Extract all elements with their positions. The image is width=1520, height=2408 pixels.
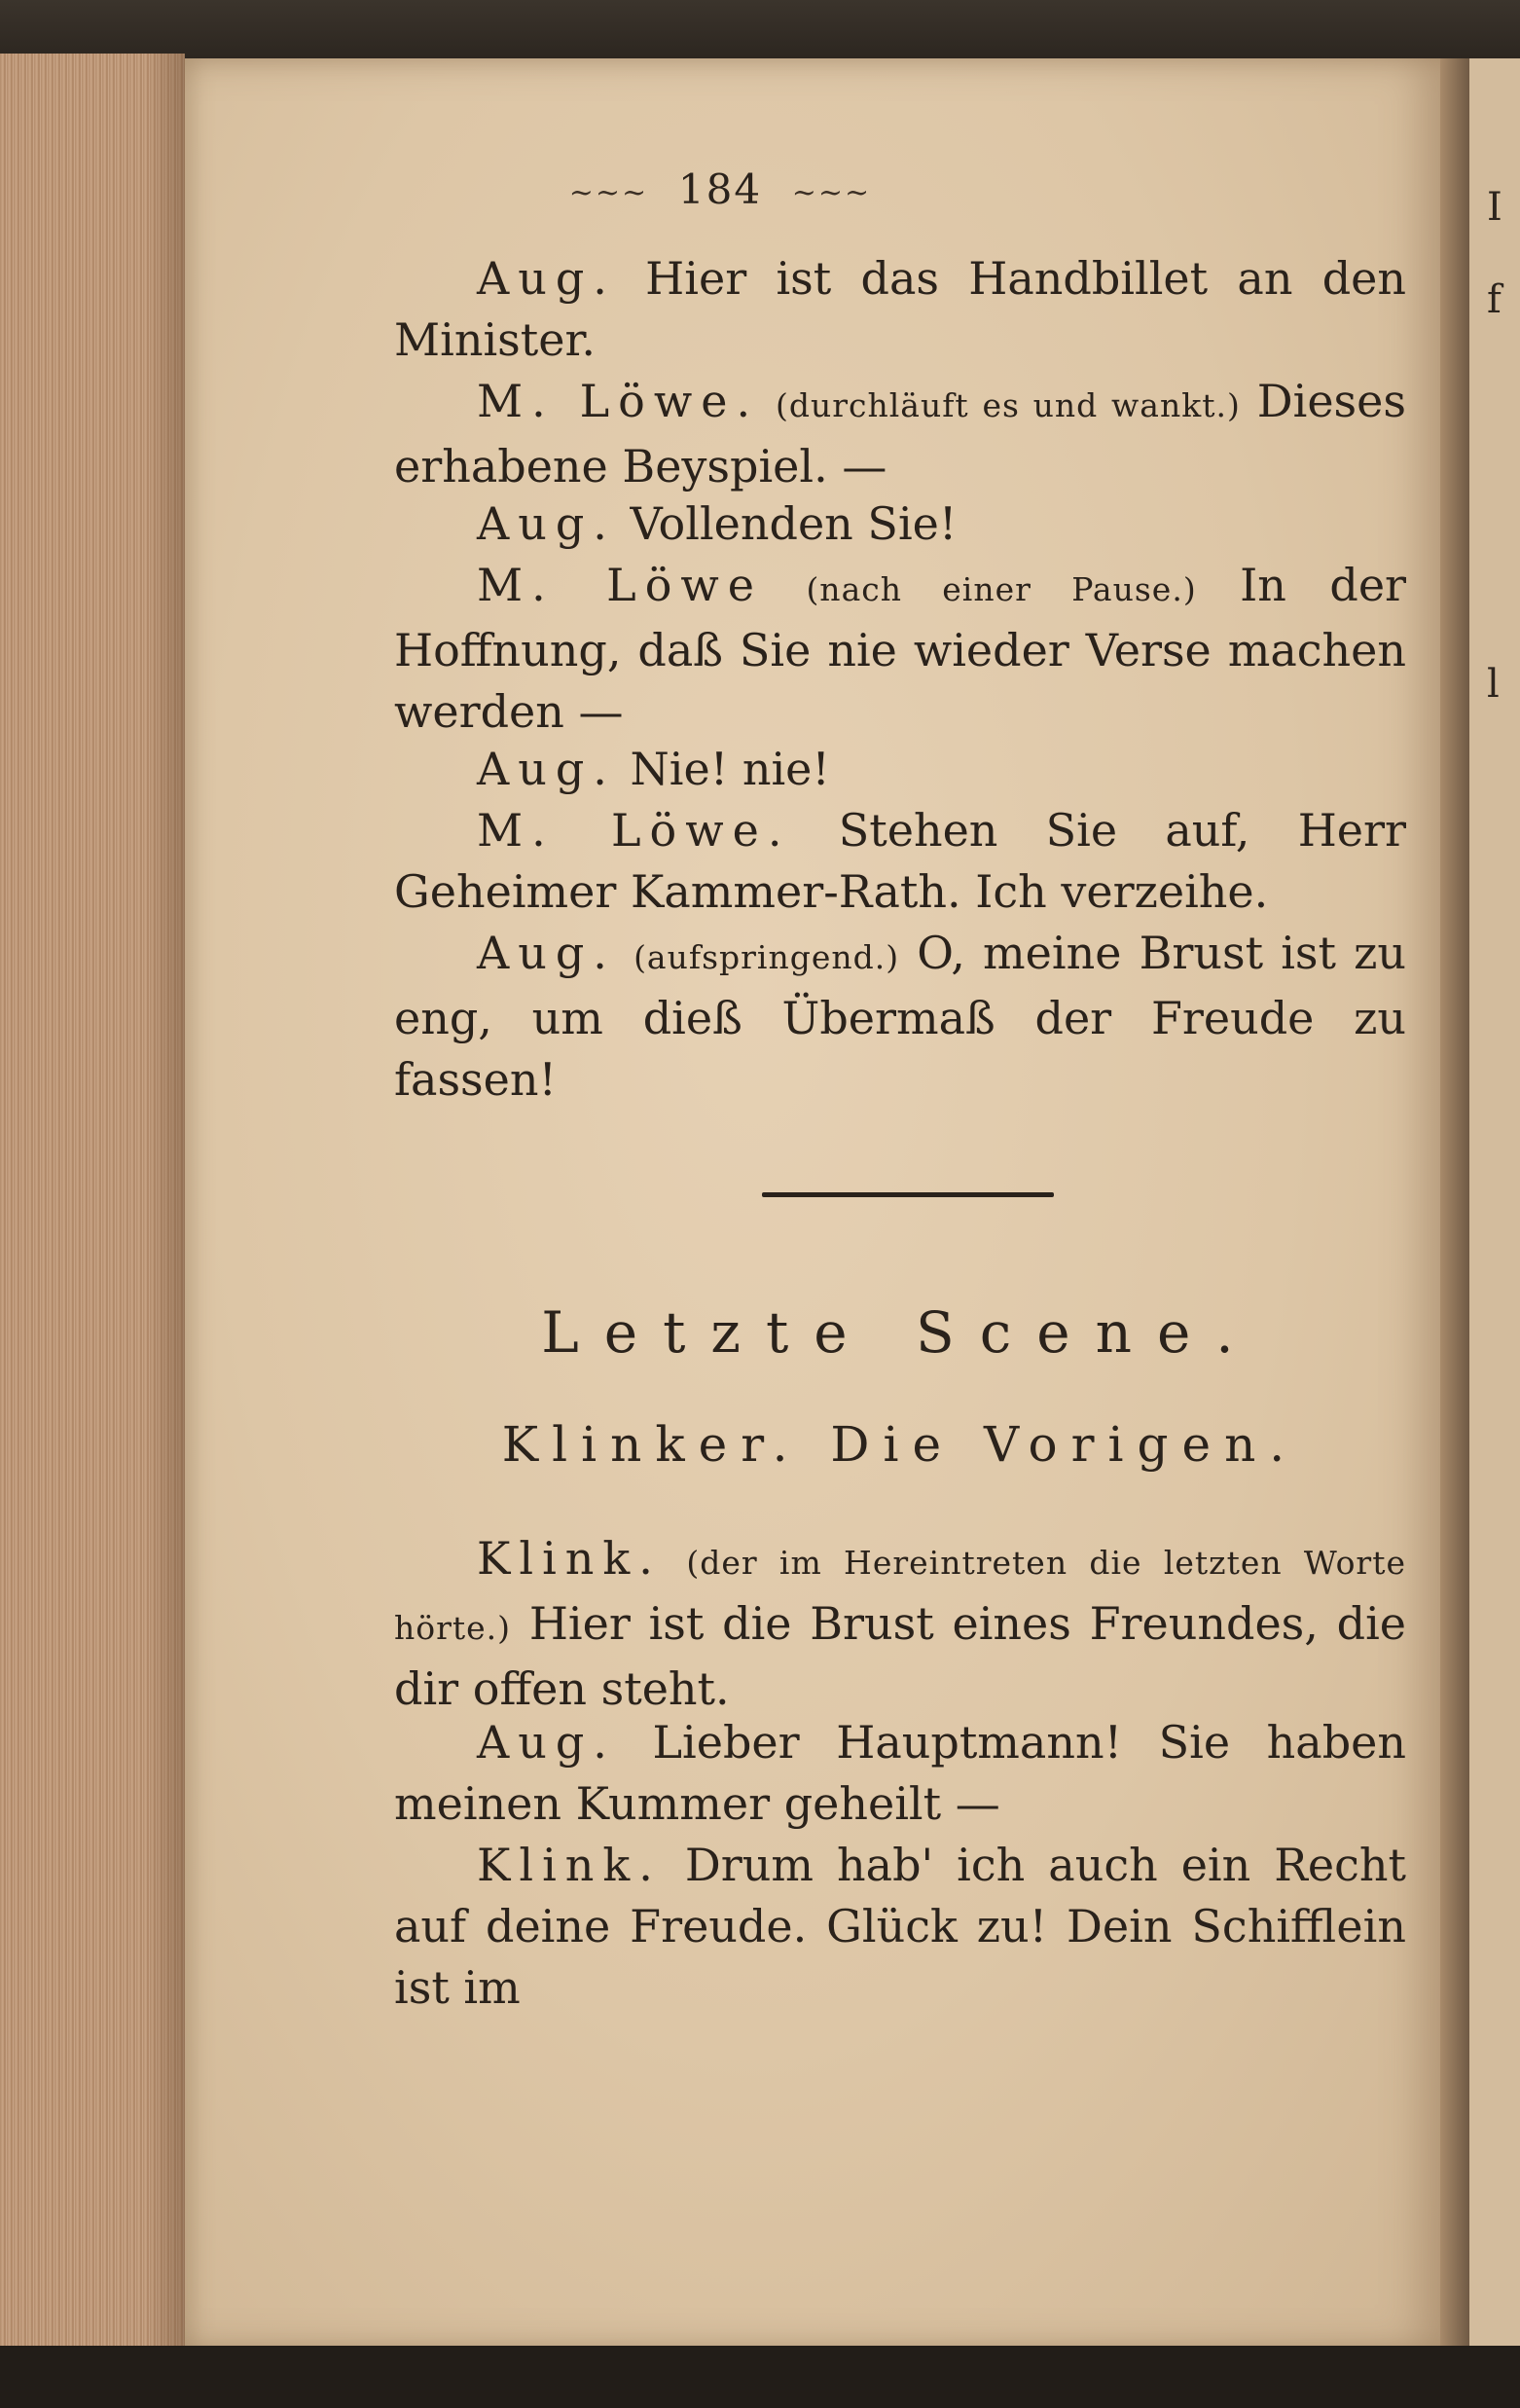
ornament-right: ~~~ (791, 175, 872, 210)
speaker-name: Aug. (477, 743, 616, 795)
section-divider (762, 1192, 1054, 1197)
speaker-name: M. Löwe. (477, 375, 760, 427)
dialogue-line (394, 248, 1406, 371)
dialogue-text: Lieber Hauptmann! Sie haben meinen Kummer geheilt — (394, 1716, 1407, 1830)
dialogue-text: Vollenden Sie! (630, 497, 958, 550)
speaker-name: M. Löwe (477, 559, 763, 611)
stage-direction: (nach einer Pause.) (806, 570, 1197, 608)
ornament-left: ~~~ (568, 175, 649, 210)
facing-page-fragment: I (1487, 185, 1502, 230)
speaker-name: M. Löwe. (477, 804, 791, 857)
scene-title: Letzte Scene. (541, 1299, 1259, 1366)
dialogue-line (394, 1712, 1406, 1835)
facing-page-fragment: l (1487, 662, 1500, 707)
dialogue-line (394, 1835, 1406, 2019)
dialogue-line (394, 555, 1406, 743)
page-stack-shadow (146, 54, 185, 2355)
page-header (394, 165, 1046, 213)
dialogue-text: Hier ist die Brust eines Freundes, die dir offen steht. (394, 1597, 1407, 1715)
page-number: 184 (677, 165, 763, 213)
dialogue-line (394, 371, 1406, 497)
dialogue-text: O, meine Brust ist zu eng, um dieß Übermaß der Freude zu fassen! (394, 927, 1407, 1106)
scene-persons: Klinker. Die Vorigen. (501, 1416, 1299, 1473)
speaker-name: Aug. (477, 497, 616, 550)
dialogue-text: Dieses erhabene Beyspiel. — (394, 375, 1406, 493)
speaker-name: Klink. (477, 1532, 662, 1585)
facing-page-edge (1469, 58, 1520, 2351)
dialogue-text: Hier ist das Handbillet an den Minister. (394, 252, 1406, 366)
speaker-name: Aug. (477, 252, 616, 305)
speaker-name: Aug. (477, 1716, 616, 1769)
dialogue-text: In der Hoffnung, daß Sie nie wieder Verse machen werden — (394, 559, 1407, 738)
facing-page-fragment: f (1487, 277, 1502, 322)
dialogue-line (394, 800, 1406, 923)
dialogue-text: Drum hab' ich auch ein Recht auf deine Freude. Glück zu! Dein Schifflein ist im (394, 1839, 1406, 2014)
stage-direction: (durchläuft es und wankt.) (775, 386, 1241, 424)
dialogue-line (394, 1528, 1406, 1720)
book-cover-bottom (0, 2346, 1520, 2408)
dialogue-text: Nie! nie! (630, 743, 830, 795)
stage-direction: (aufspringend.) (633, 938, 900, 976)
dialogue-line (394, 493, 1406, 555)
speaker-name: Klink. (477, 1839, 662, 1891)
dialogue-text: Stehen Sie auf, Herr Geheimer Kammer-Rath. Ich verzeihe. (394, 804, 1407, 918)
stage-direction: (der im Hereintreten die letzten Worte hörte.) (394, 1544, 1406, 1647)
speaker-name: Aug. (477, 927, 616, 979)
dialogue-line (394, 739, 1406, 800)
dialogue-line (394, 923, 1406, 1111)
